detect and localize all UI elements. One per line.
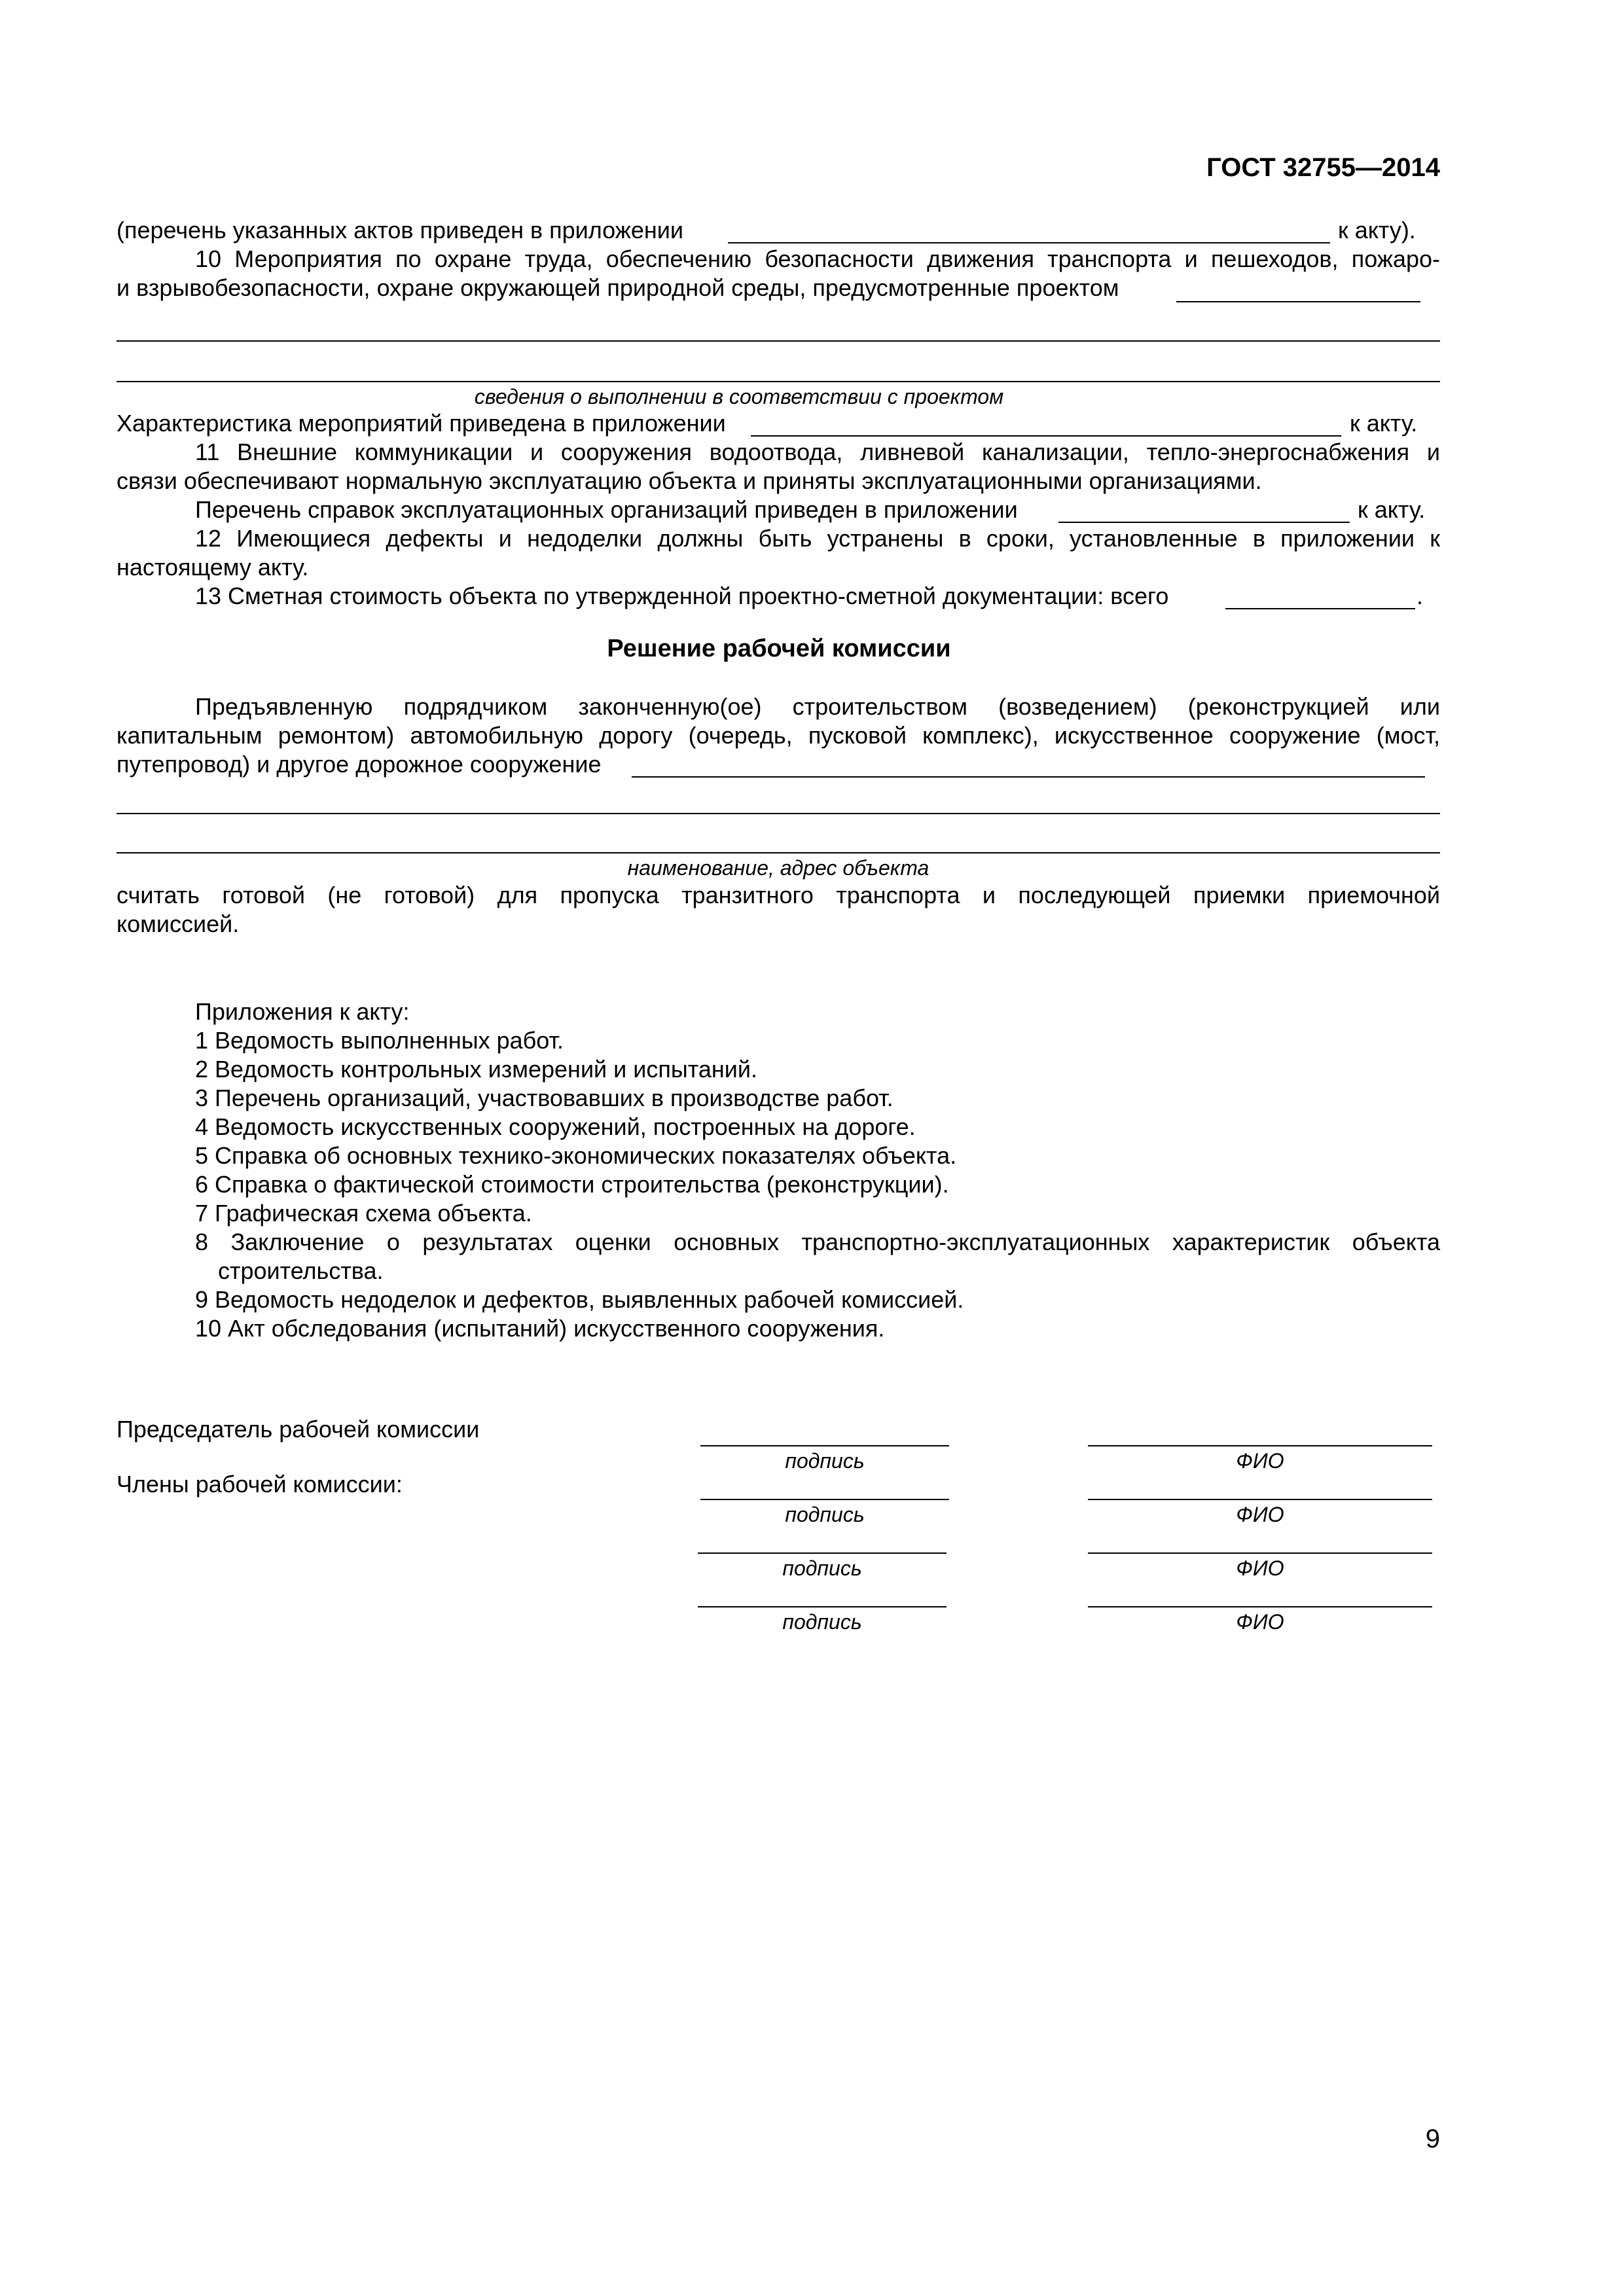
decision-line-4: считать готовой (не готовой) для пропуска транзитного транспорта и последующей приемки приемочной xyxy=(117,882,1440,908)
appendix-item: 7 Графическая схема объекта. xyxy=(195,1200,532,1227)
document-code: ГОСТ 32755—2014 xyxy=(1206,153,1440,182)
certificates-prefix: Перечень справок эксплуатационных организаций приведен в приложении xyxy=(195,496,1018,523)
blank-line xyxy=(117,381,1440,382)
appendix-item: 8 Заключение о результатах оценки основных транспортно-эксплуатационных характеристик объекта xyxy=(195,1229,1440,1255)
blank-line xyxy=(751,435,1341,437)
appendix-item: 6 Справка о фактической стоимости строительства (реконструкции). xyxy=(195,1171,949,1198)
blank-line xyxy=(1058,522,1350,523)
blank-line xyxy=(117,813,1440,814)
blank-line xyxy=(1176,301,1420,302)
name-line xyxy=(1088,1499,1432,1500)
decision-line-3: путепровод) и другое дорожное сооружение xyxy=(117,751,602,778)
appendices-title: Приложения к акту: xyxy=(195,998,410,1025)
name-line xyxy=(1088,1606,1432,1607)
certificates-suffix: к акту. xyxy=(1358,496,1426,523)
appendix-item: 4 Ведомость искусственных сооружений, построенных на дороге. xyxy=(195,1113,916,1140)
name-caption: ФИО xyxy=(1236,1556,1284,1580)
characteristic-prefix: Характеристика мероприятий приведена в приложении xyxy=(117,410,726,437)
name-caption: ФИО xyxy=(1236,1610,1284,1634)
item-11-line-1: 11 Внешние коммуникации и сооружения водоотвода, ливневой канализации, тепло-энергоснабжения и xyxy=(195,439,1440,465)
signature-caption: подпись xyxy=(782,1610,862,1634)
decision-title: Решение рабочей комиссии xyxy=(607,635,951,662)
appendix-item: 3 Перечень организаций, участвовавших в производстве работ. xyxy=(195,1085,893,1111)
signature-line xyxy=(698,1552,947,1554)
appendix-item-continuation: строительства. xyxy=(218,1257,384,1284)
item-13-prefix: 13 Сметная стоимость объекта по утвержденной проектно-сметной документации: всего xyxy=(195,583,1169,609)
appendix-item: 9 Ведомость недоделок и дефектов, выявленных рабочей комиссией. xyxy=(195,1286,964,1313)
appendix-item: 2 Ведомость контрольных измерений и испытаний. xyxy=(195,1056,757,1083)
acts-list-prefix: (перечень указанных актов приведен в приложении xyxy=(117,217,683,243)
appendix-item: 1 Ведомость выполненных работ. xyxy=(195,1027,564,1054)
blank-line xyxy=(632,776,1425,778)
signature-caption: подпись xyxy=(785,1503,865,1526)
characteristic-suffix: к акту. xyxy=(1350,410,1418,437)
blank-line xyxy=(1225,608,1415,609)
blank-line xyxy=(117,852,1440,853)
name-caption: ФИО xyxy=(1236,1503,1284,1526)
caption-object: наименование, адрес объекта xyxy=(627,856,929,880)
signature-line xyxy=(700,1445,949,1446)
decision-line-1: Предъявленную подрядчиком законченную(ое) строительством (возведением) (реконструкцией или xyxy=(195,693,1440,720)
signature-caption: подпись xyxy=(785,1449,865,1473)
chairman-label: Председатель рабочей комиссии xyxy=(117,1416,480,1443)
item-11-line-2: связи обеспечивают нормальную эксплуатацию объекта и приняты эксплуатационными организациями. xyxy=(117,467,1262,494)
acts-list-suffix: к акту). xyxy=(1338,217,1416,243)
item-13-suffix: . xyxy=(1416,583,1424,609)
item-10-line-2: и взрывобезопасности, охране окружающей природной среды, предусмотренные проектом xyxy=(117,274,1119,301)
name-caption: ФИО xyxy=(1236,1449,1284,1473)
signature-line xyxy=(698,1606,947,1607)
appendix-item: 10 Акт обследования (испытаний) искусственного сооружения. xyxy=(195,1315,885,1342)
blank-line xyxy=(117,340,1440,342)
signature-line xyxy=(700,1499,949,1500)
blank-line xyxy=(728,242,1330,243)
name-line xyxy=(1088,1445,1432,1446)
item-12-line-1: 12 Имеющиеся дефекты и недоделки должны быть устранены в сроки, установленные в приложении к xyxy=(195,525,1440,552)
caption-execution: сведения о выполнении в соответствии с проектом xyxy=(474,385,1004,408)
decision-line-5: комиссией. xyxy=(117,910,240,937)
item-12-line-2: настоящему акту. xyxy=(117,554,309,581)
item-10-line-1: 10 Мероприятия по охране труда, обеспечению безопасности движения транспорта и пешеходов, пожаро- xyxy=(195,245,1440,272)
page-number: 9 xyxy=(1425,2125,1440,2153)
signature-caption: подпись xyxy=(782,1556,862,1580)
members-label: Члены рабочей комиссии: xyxy=(117,1471,403,1498)
appendix-item: 5 Справка об основных технико-экономических показателях объекта. xyxy=(195,1142,957,1169)
name-line xyxy=(1088,1552,1432,1554)
decision-line-2: капитальным ремонтом) автомобильную дорогу (очередь, пусковой комплекс), искусственное сооружение (мост, xyxy=(117,722,1440,749)
